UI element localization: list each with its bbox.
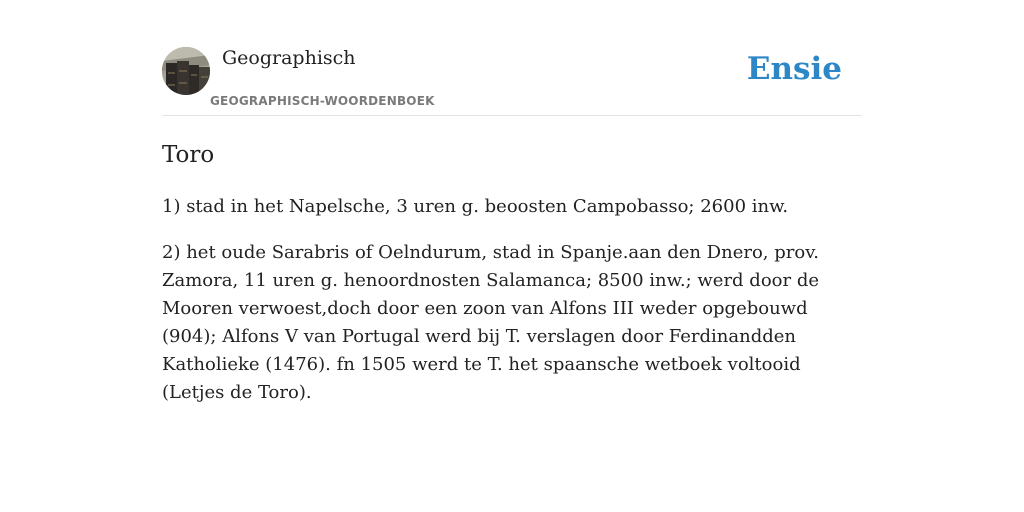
source-avatar[interactable] (162, 47, 210, 95)
entry-header (162, 0, 862, 116)
definition-item: 2) het oude Sarabris of Oelndurum, stad in Spanje.aan den Dnero, prov. Zamora, 11 uren g. henoordnosten Salamanca; 8500 inw.; werd door de Mooren verwoest,doch door een zoon van Alfons III weder opgebouwd (904); Alfons V van Portugal werd bij T. verslagen door Ferdinandden Katholieke (1476). fn 1505 werd te T. het spaansche wetboek voltooid (Letjes de Toro). (162, 242, 819, 403)
page-content (162, 0, 862, 512)
source-name-link[interactable]: Geographisch (222, 47, 356, 69)
entry-title: Toro (162, 142, 215, 168)
brand-logo[interactable]: Ensie (746, 51, 842, 87)
definition-list (162, 193, 862, 425)
source-subtitle: GEOGRAPHISCH-WOORDENBOEK (210, 94, 435, 108)
definition-item: 1) stad in het Napelsche, 3 uren g. beoosten Campobasso; 2600 inw. (162, 196, 789, 217)
book-spines-photo-icon (162, 47, 210, 95)
